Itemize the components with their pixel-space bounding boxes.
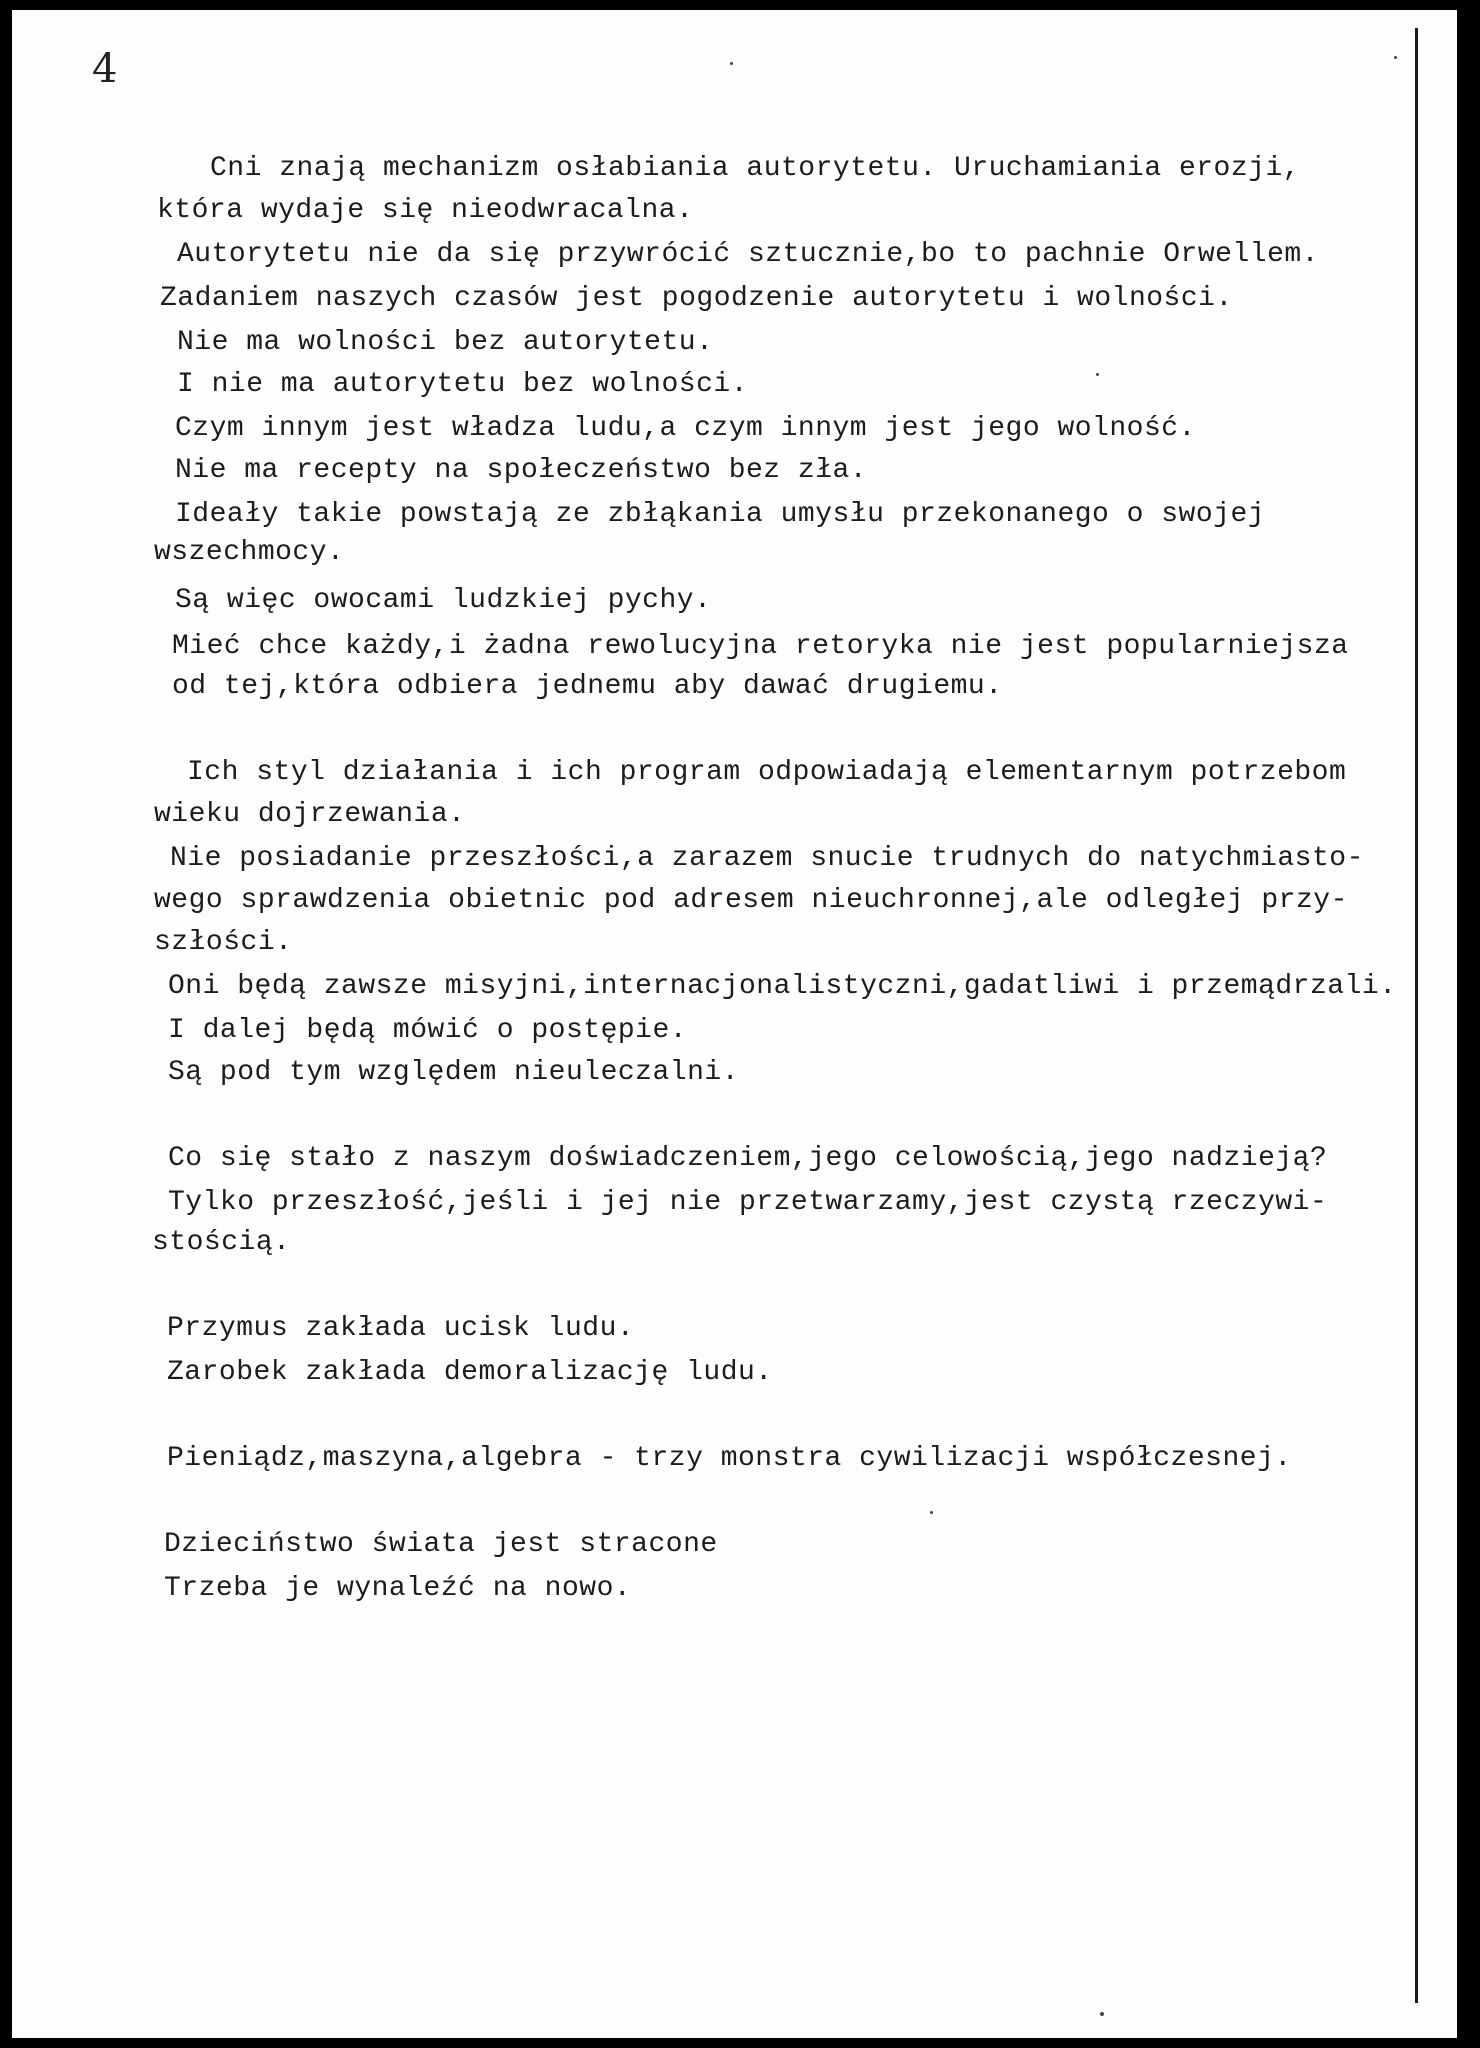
text-line: Oni będą zawsze misyjni,internacjonalistyczni,gadatliwi i przemądrzali.	[168, 971, 1397, 1002]
paper-speck	[1100, 2012, 1104, 2016]
text-line: od tej,która odbiera jednemu aby dawać drugiemu.	[172, 671, 1003, 702]
text-line: Ideały takie powstają ze zbłąkania umysłu przekonanego o swojej	[175, 499, 1266, 530]
text-line: Zarobek zakłada demoralizację ludu.	[167, 1357, 773, 1388]
text-line: Nie ma wolności bez autorytetu.	[177, 327, 714, 358]
text-line: Co się stało z naszym doświadczeniem,jego celowością,jego nadzieją?	[168, 1143, 1328, 1174]
text-line: Są więc owocami ludzkiej pychy.	[175, 585, 712, 616]
text-line: wego sprawdzenia obietnic pod adresem nieuchronnej,ale odległej przy-	[154, 885, 1348, 916]
page-number: 4	[92, 46, 118, 92]
text-line: szłości.	[154, 927, 293, 958]
text-line: Ich styl działania i ich program odpowiadają elementarnym potrzebom	[187, 757, 1347, 788]
text-line: I dalej będą mówić o postępie.	[168, 1015, 688, 1046]
text-line: Dzieciństwo świata jest stracone	[164, 1529, 718, 1560]
text-line: która wydaje się nieodwracalna.	[157, 195, 694, 226]
document-page	[12, 10, 1457, 2038]
text-line: Nie posiadanie przeszłości,a zarazem snucie trudnych do natychmiasto-	[170, 843, 1364, 874]
paper-speck	[1394, 56, 1397, 59]
paper-speck	[930, 1511, 933, 1514]
typed-text-body	[12, 10, 1457, 2038]
text-line: Trzeba je wynaleźć na nowo.	[164, 1573, 632, 1604]
paper-speck	[1096, 373, 1099, 376]
text-line: Czym innym jest władza ludu,a czym innym jest jego wolność.	[175, 413, 1196, 444]
text-line: stością.	[152, 1227, 291, 1258]
text-line: wieku dojrzewania.	[154, 799, 466, 830]
text-line: I nie ma autorytetu bez wolności.	[177, 369, 748, 400]
text-line: Cni znają mechanizm osłabiania autorytetu. Uruchamiania erozji,	[210, 153, 1301, 184]
text-line: Nie ma recepty na społeczeństwo bez zła.	[175, 455, 868, 486]
text-line: Pieniądz,maszyna,algebra - trzy monstra cywilizacji współczesnej.	[167, 1443, 1292, 1474]
text-line: Autorytetu nie da się przywrócić sztucznie,bo to pachnie Orwellem.	[177, 239, 1319, 270]
text-line: Zadaniem naszych czasów jest pogodzenie autorytetu i wolności.	[160, 283, 1233, 314]
text-line: Tylko przeszłość,jeśli i jej nie przetwarzamy,jest czystą rzeczywi-	[168, 1187, 1328, 1218]
paper-speck	[730, 62, 733, 65]
text-line: Mieć chce każdy,i żadna rewolucyjna retoryka nie jest popularniejsza	[172, 631, 1349, 662]
text-line: Są pod tym względem nieuleczalni.	[168, 1057, 739, 1088]
text-line: wszechmocy.	[154, 537, 345, 568]
text-line: Przymus zakłada ucisk ludu.	[167, 1313, 635, 1344]
